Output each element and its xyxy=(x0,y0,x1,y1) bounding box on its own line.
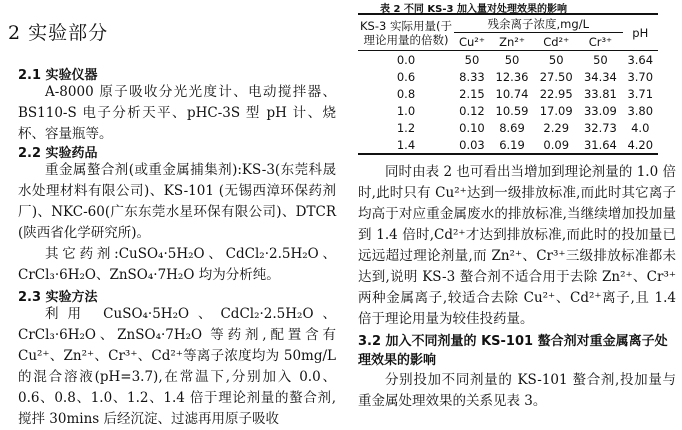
ks101-text xyxy=(358,370,676,412)
cell: 22.95 xyxy=(539,86,573,101)
cell: 10.74 xyxy=(495,86,529,101)
cell: 2.15 xyxy=(459,86,485,101)
header-ion: Cd²⁺ xyxy=(534,33,578,51)
table-row xyxy=(358,136,658,154)
cell: 3.71 xyxy=(627,86,654,101)
instruments-paragraph: A-8000 原子吸收分光光度计、电动搅拌器、BS110-S 电子分析天平、pHC-3S 型 pH 计、烧杯、容量瓶等。 xyxy=(18,84,336,142)
header-ion-group: 残余离子浓度,mg/L xyxy=(454,14,623,33)
cell: 31.64 xyxy=(578,136,622,154)
cell: 50 xyxy=(548,52,564,67)
cell: 27.50 xyxy=(539,69,573,84)
discussion-text xyxy=(358,162,676,330)
cell: 50 xyxy=(504,52,520,67)
cell: 1.4 xyxy=(358,136,454,154)
cell: 3.64 xyxy=(627,52,654,67)
subsection-title-ks101: 3.2 加入不同剂量的 KS-101 螯合剂对重金属离子处理效果的影响 xyxy=(358,334,668,368)
cell: 8.69 xyxy=(499,120,525,135)
cell: 6.19 xyxy=(490,136,534,154)
table-row xyxy=(358,51,658,69)
cell: 34.34 xyxy=(583,69,617,84)
cell: 1.2 xyxy=(396,120,416,135)
subsection-title-method: 2.3 实验方法 xyxy=(18,290,98,305)
discussion-paragraph: 同时由表 2 也可看出当增加到理论剂量的 1.0 倍时,此时只有 Cu²⁺达到一级排放标准,而此时其它离子均高于对应重金属废水的排放标准,当继续增加投加量到 1.4 倍时,Cd²⁺才达到排放标准,而此时的投加量已远远超过理论剂量,而 Zn²⁺、Cr³⁺三级排放标准都未达到,说明 KS-3 螯合剂不适合用于去除 Zn²⁺、Cr³⁺两种金属离子,较适合去除 Cu²⁺、Cd²⁺离子,且 1.4 倍于理论用量为较佳投药量。 xyxy=(358,164,676,327)
header-ph: pH xyxy=(623,14,658,51)
header-ion: Zn²⁺ xyxy=(490,33,534,51)
cell: 0.09 xyxy=(534,136,578,154)
cell: 0.0 xyxy=(396,52,416,67)
reagents-text xyxy=(18,160,336,286)
cell: 1.0 xyxy=(396,103,416,118)
reagents-paragraph-2: 其它药剂:CuSO₄·5H₂O、CdCl₂·2.5H₂O、CrCl₃·6H₂O、ZnSO₄·7H₂O 均为分析纯。 xyxy=(18,246,336,283)
reagents-paragraph-1: 重金属螯合剂(或重金属捕集剂):KS-3(东莞科晟水处理材料有限公司)、KS-101 (无锡西漳环保药剂厂)、NKC-60(广东东莞水星环保有限公司)、DTCR (陕西省化学研究所)。 xyxy=(18,162,336,241)
cell: 10.59 xyxy=(495,103,529,118)
cell: 0.10 xyxy=(459,120,485,135)
table-row xyxy=(358,68,658,85)
cell: 0.03 xyxy=(454,136,490,154)
cell: 12.36 xyxy=(495,69,529,84)
results-table xyxy=(358,13,658,155)
cell: 50 xyxy=(464,52,480,67)
ks101-paragraph: 分别投加不同剂量的 KS-101 螯合剂,投加量与重金属处理效果的关系见表 3。 xyxy=(358,372,676,409)
table-row xyxy=(358,85,658,102)
cell: 2.29 xyxy=(543,120,570,135)
cell: 8.33 xyxy=(459,69,485,84)
instruments-text xyxy=(18,82,336,145)
table-caption: 表 2 不同 KS-3 加入量对处理效果的影响 xyxy=(380,4,567,15)
cell: 0.12 xyxy=(459,103,485,118)
cell: 0.8 xyxy=(396,86,416,101)
header-ion: Cr³⁺ xyxy=(578,33,622,51)
cell: 3.80 xyxy=(627,103,654,118)
cell: 4.0 xyxy=(631,120,650,135)
subsection-title-reagents: 2.2 实验药品 xyxy=(18,146,98,161)
cell: 3.70 xyxy=(627,69,654,84)
table-row xyxy=(358,119,658,136)
cell: 0.6 xyxy=(396,69,416,84)
header-dose: KS-3 实际用量(于理论用量的倍数) xyxy=(358,14,454,51)
method-paragraph: 利用 CuSO₄·5H₂O、CdCl₂·2.5H₂O、CrCl₃·6H₂O、ZnSO₄·7H₂O 等药剂,配置含有 Cu²⁺、Zn²⁺、Cr³⁺、Cd²⁺等离子浓度均为 50mg/L 的混合溶液(pH=3.7),在常温下,分别加入 0.0、0.6、0.8、1.0、1.2、1.4 倍于理论剂量的螯合剂,搅拌 30mins 后经沉淀、过滤再用原子吸收 xyxy=(18,306,336,427)
cell: 50 xyxy=(593,52,608,67)
table-row xyxy=(358,102,658,119)
cell: 17.09 xyxy=(539,103,573,118)
subsection-title-instruments: 2.1 实验仪器 xyxy=(18,68,98,83)
cell: 4.20 xyxy=(623,136,658,154)
header-ion: Cu²⁺ xyxy=(454,33,490,51)
cell: 33.81 xyxy=(583,86,617,101)
method-text xyxy=(18,304,336,430)
cell: 33.09 xyxy=(583,103,617,118)
section-title: 2 实验部分 xyxy=(8,22,109,44)
cell: 32.73 xyxy=(583,120,617,135)
